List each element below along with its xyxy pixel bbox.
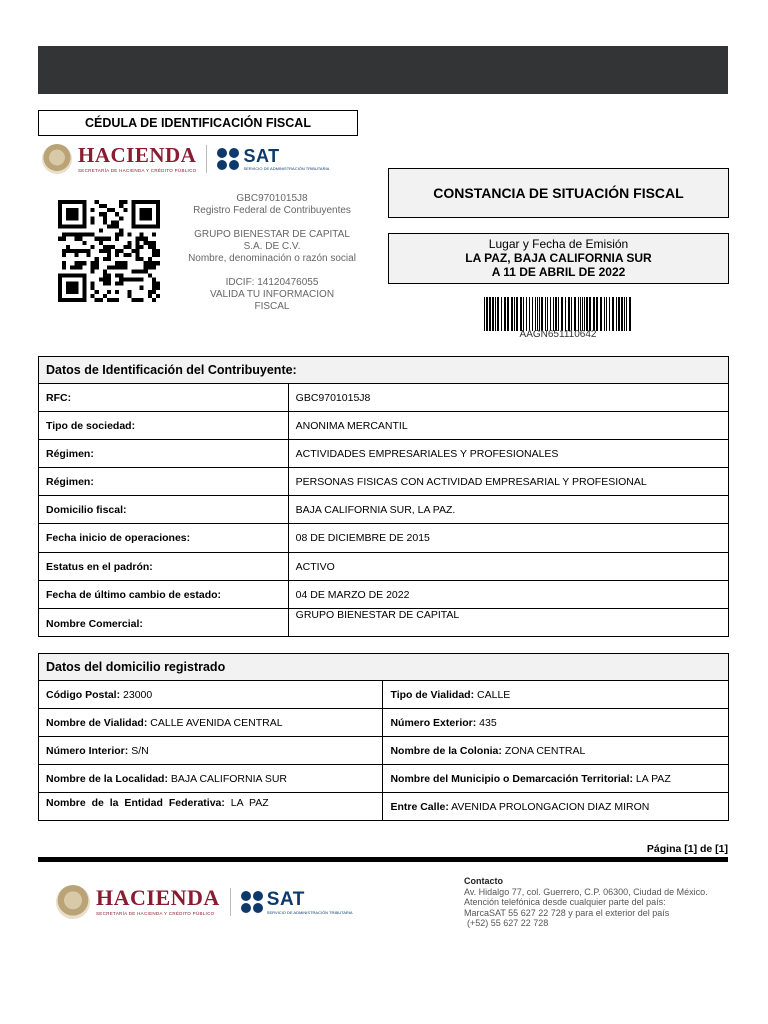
sat-logo-subtitle: SERVICIO DE ADMINISTRACIÓN TRIBUTARIA [243,166,330,171]
card-valida: VALIDA TU INFORMACION FISCAL [209,289,335,312]
hacienda-logo-subtitle: SECRETARÍA DE HACIENDA Y CRÉDITO PÚBLICO [78,167,197,173]
ident-label: Régimen: [39,468,289,496]
dom-label: Entre Calle: [390,800,449,813]
sat-logo-subtitle: SERVICIO DE ADMINISTRACIÓN TRIBUTARIA [266,909,353,915]
table-row [39,384,729,412]
qr-code-icon [58,200,160,302]
ident-label: Fecha de último cambio de estado: [39,581,289,609]
card-name-label: Nombre, denominación o razón social [188,253,356,264]
ident-label: Domicilio fiscal: [39,496,289,524]
top-banner [38,46,728,94]
card-idcif: IDCIF: 14120476055 [225,277,319,288]
ident-label: Fecha inicio de operaciones: [39,524,289,553]
barcode-text: AAGN651110642 [519,329,597,340]
ident-label: Nombre Comercial: [39,609,289,637]
domicilio-title: Datos del domicilio registrado [39,654,729,681]
domicilio-table [38,653,729,821]
dom-label: Nombre de la Entidad Federativa: [46,797,225,809]
ident-value: ACTIVO [288,553,728,581]
ident-label: Régimen: [39,440,289,468]
emision-box [388,233,729,284]
ident-value: ACTIVIDADES EMPRESARIALES Y PROFESIONALES [288,440,728,468]
table-row [39,524,729,553]
table-row [39,496,729,524]
sat-logo-text: SAT [266,888,305,910]
ident-value: 08 DE DICIEMBRE DE 2015 [288,524,728,553]
barcode-icon [484,297,632,331]
table-row [39,412,729,440]
dom-value: LA PAZ [230,797,269,809]
ident-value: PERSONAS FISICAS CON ACTIVIDAD EMPRESARIAL Y PROFESIONAL [288,468,728,496]
dom-label: Tipo de Vialidad: [390,688,475,701]
dom-label: Nombre del Municipio o Demarcación Territorial: [390,772,633,785]
sat-logo-text: SAT [243,146,280,166]
logo-divider [230,888,231,916]
emision-label: Lugar y Fecha de Emisión [488,237,629,251]
dom-value: CALLE [477,688,511,701]
hacienda-logo-text: HACIENDA [96,885,220,911]
ident-label: RFC: [39,384,289,412]
taxpayer-card [188,193,356,313]
dom-value: S/N [131,744,149,757]
dom-value: AVENIDA PROLONGACION DIAZ MIRON [451,800,650,813]
table-row [39,609,729,637]
identificacion-table [38,356,729,637]
ident-value: BAJA CALIFORNIA SUR, LA PAZ. [288,496,728,524]
emision-place: LA PAZ, BAJA CALIFORNIA SUR [465,251,652,265]
contact-block [464,876,708,929]
table-row [39,765,729,793]
hacienda-logo-subtitle: SECRETARÍA DE HACIENDA Y CRÉDITO PÚBLICO [96,911,215,917]
header-logos [42,142,354,176]
card-name: GRUPO BIENESTAR DE CAPITAL S.A. DE C.V. [194,229,350,252]
dom-label: Código Postal: [46,688,121,701]
ident-label: Tipo de sociedad: [39,412,289,440]
dom-label: Nombre de Vialidad: [46,716,148,729]
ident-label: Estatus en el padrón: [39,553,289,581]
contact-line: MarcaSAT 55 627 22 728 y para el exterior del país [464,907,670,918]
contact-line: Av. Hidalgo 77, col. Guerrero, C.P. 06300, Ciudad de México. [464,886,708,897]
dom-value: LA PAZ [635,772,671,785]
dom-label: Nombre de la Localidad: [46,772,168,785]
table-row [39,737,729,765]
emision-date: A 11 DE ABRIL DE 2022 [491,265,626,279]
hacienda-logo-text: HACIENDA [78,142,197,167]
ident-value: GBC9701015J8 [288,384,728,412]
dom-value: 435 [479,716,497,729]
ident-value: 04 DE MARZO DE 2022 [288,581,728,609]
identificacion-title: Datos de Identificación del Contribuyente: [39,357,729,384]
dom-label: Nombre de la Colonia: [390,744,502,757]
contact-line: Atención telefónica desde cualquier parte del país: [464,897,666,907]
table-row [39,581,729,609]
dom-label: Número Interior: [46,744,129,757]
mexico-seal-icon [56,885,90,919]
dom-value: 23000 [123,688,153,701]
dom-value: CALLE AVENIDA CENTRAL [150,716,283,729]
ident-value: GRUPO BIENESTAR DE CAPITAL [288,609,728,637]
table-row [39,468,729,496]
table-row [39,793,729,821]
card-rfc-label: Registro Federal de Contribuyentes [193,205,351,216]
card-rfc: GBC9701015J8 [236,193,308,204]
cedula-title: CÉDULA DE IDENTIFICACIÓN FISCAL [38,110,358,136]
sat-logo-icon [241,891,263,913]
mexico-seal-icon [42,144,72,174]
table-row [39,440,729,468]
table-row [39,553,729,581]
contact-line: (+52) 55 627 22 728 [467,918,549,928]
dom-label: Número Exterior: [390,716,477,729]
logo-divider [206,145,207,173]
table-row [39,709,729,737]
table-row [39,681,729,709]
footer-rule [38,857,728,862]
contact-title: Contacto [464,876,503,886]
dom-value: ZONA CENTRAL [504,744,586,757]
page-number: Página [1] de [1] [646,843,728,855]
dom-value: BAJA CALIFORNIA SUR [170,772,287,785]
sat-logo-icon [217,148,239,170]
ident-value: ANONIMA MERCANTIL [288,412,728,440]
constancia-title: CONSTANCIA DE SITUACIÓN FISCAL [388,168,729,218]
footer-logos [56,880,356,924]
